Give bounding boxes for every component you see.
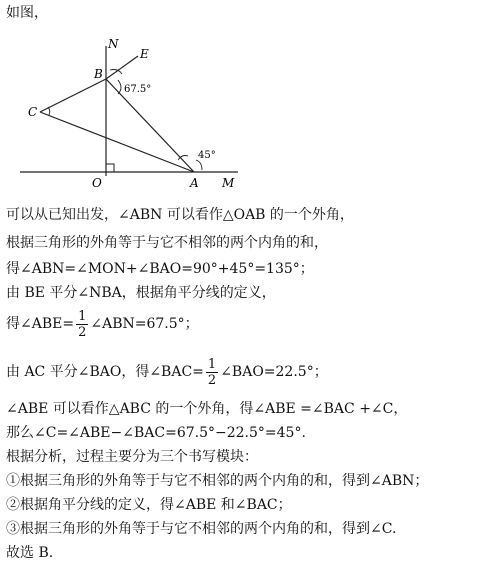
- label-a: A: [190, 176, 199, 190]
- geometry-figure: [18, 34, 248, 194]
- fraction-half-2: $\frac{1}{2}$: [207, 356, 217, 388]
- eq2-post: ∠BAO=22.5°；: [220, 364, 328, 380]
- segment-ca: [40, 112, 194, 172]
- text-line-2: 根据三角形的外角等于与它不相邻的两个内角的和，: [6, 235, 328, 251]
- text-line-8: ①根据三角形的外角等于与它不相邻的两个内角的和，得到∠ABN；: [6, 473, 429, 489]
- label-m: M: [222, 176, 235, 190]
- angle-label-a: 45°: [198, 150, 216, 161]
- arc-a-2: [196, 160, 202, 170]
- eq2-pre: 由 AC 平分∠BAO，得∠BAC=: [6, 364, 204, 380]
- fraction-half-1: $\frac{1}{2}$: [78, 308, 87, 340]
- text-line-10: ③根据三角形的外角等于与它不相邻的两个内角的和，得到∠C.: [6, 521, 397, 537]
- label-e: E: [140, 47, 149, 61]
- label-o: O: [92, 176, 102, 190]
- text-line-3: 得∠ABN=∠MON+∠BAO=90°+45°=135°；: [6, 261, 314, 277]
- angle-label-b: 67.5°: [124, 84, 152, 95]
- text-line-5: ∠ABE 可以看作△ABC 的一个外角，得∠ABE =∠BAC +∠C，: [6, 401, 408, 417]
- equation-bac: [6, 356, 328, 388]
- label-n: N: [108, 37, 119, 51]
- label-c: C: [28, 105, 38, 119]
- equation-abe: [6, 308, 199, 340]
- eq1-pre: 得∠ABE=: [6, 316, 75, 332]
- right-angle-mark: [106, 164, 114, 172]
- intro-text: 如图，: [6, 5, 48, 21]
- ray-be: [106, 56, 138, 79]
- text-line-7: 根据分析，过程主要分为三个书写模块：: [6, 449, 258, 465]
- text-line-11: 故选 B.: [6, 545, 54, 561]
- arc-c: [48, 107, 50, 115]
- text-line-9: ②根据角平分线的定义，得∠ABE 和∠BAC；: [6, 497, 292, 513]
- text-line-4: 由 BE 平分∠NBA，根据角平分线的定义，: [6, 285, 276, 301]
- eq1-post: ∠ABN=67.5°；: [90, 316, 199, 332]
- segment-cb: [40, 79, 106, 112]
- text-line-6: 那么∠C=∠ABE−∠BAC=67.5°−22.5°=45°.: [6, 425, 306, 441]
- label-b: B: [94, 67, 103, 81]
- text-line-1: 可以从已知出发，∠ABN 可以看作△OAB 的一个外角，: [6, 207, 354, 223]
